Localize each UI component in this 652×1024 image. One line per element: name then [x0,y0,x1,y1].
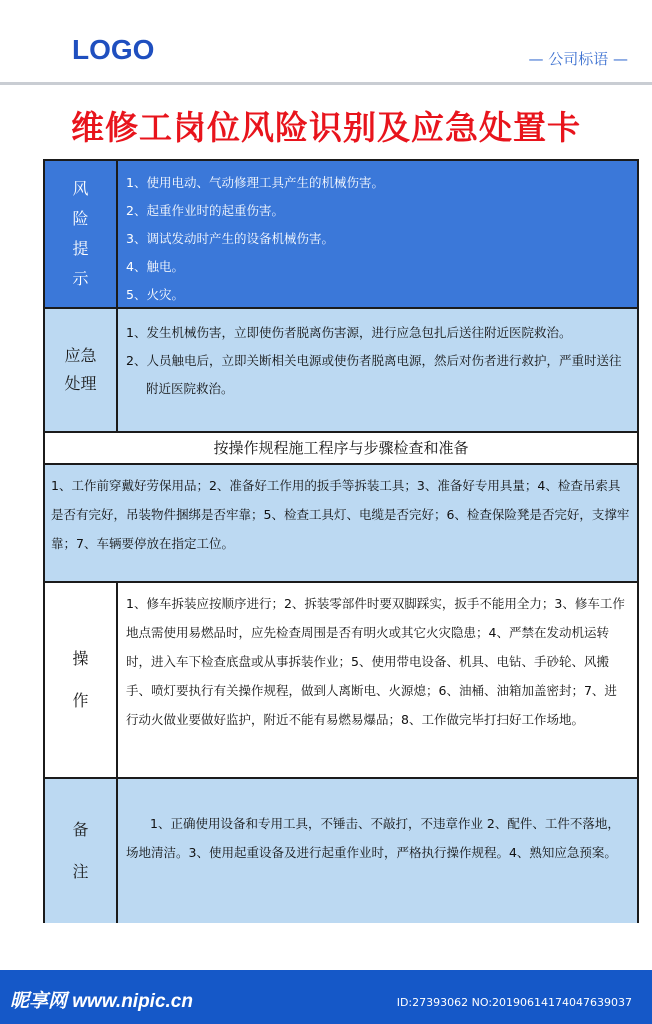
risk-warning-row [45,161,637,309]
preparation-row [45,465,637,583]
notes-label-char: 备 [72,820,89,839]
emergency-label-line: 应急 [64,346,97,365]
header [0,0,652,84]
list-item: 2、人员触电后，立即关断相关电源或使伤者脱离电源，然后对伤者进行救护，严重时送往附近医院救治。 [126,353,622,396]
list-item: 1、使用电动、气动修理工具产生的机械伤害。 [126,175,384,190]
procedure-heading: 按操作规程施工程序与步骤检查和准备 [45,433,637,465]
preparation-text: 1、工作前穿戴好劳保用品；2、准备好工作用的扳手等拆装工具；3、准备好专用具量；4、检查吊索具是否有完好，吊装物件捆绑是否牢靠；5、检查工具灯、电缆是否完好；6、检查保险凳是否完好，支撑牢靠；7、车辆要停放在指定工位。 [51,478,630,551]
risk-label-char: 险 [72,209,89,228]
emergency-row [45,309,637,433]
logo: LOGO [72,34,155,65]
notes-row [45,779,637,923]
emergency-label-line: 处理 [64,374,97,393]
list-item: 4、触电。 [126,259,184,274]
page-title: 维修工岗位风险识别及应急处置卡 [71,108,581,147]
watermark-id: ID:27393062 NO:20190614174047639037 [396,996,632,1009]
watermark-site: 昵享网 www.nipic.cn [10,991,193,1012]
list-item: 2、起重作业时的起重伤害。 [126,203,284,218]
risk-label-char: 提 [72,239,89,258]
risk-warning-label [45,161,118,307]
risk-card-table [43,159,639,923]
operation-row [45,583,637,779]
header-divider [0,82,652,85]
operation-label-char: 作 [72,691,89,710]
company-slogan: — 公司标语 — [528,50,628,68]
risk-label-char: 示 [72,269,89,288]
operation-label [45,583,118,777]
operation-label-char: 操 [72,649,89,668]
notes-text: 1、正确使用设备和专用工具，不锤击、不敲打，不违章作业 2、配件、工件不落地，场地清洁。3、使用起重设备及进行起重作业时，严格执行操作规程。4、熟知应急预案。 [126,816,620,860]
emergency-list [118,309,637,431]
emergency-label [45,309,118,431]
risk-warning-list [118,161,637,307]
risk-label-char: 风 [72,179,89,198]
list-item: 3、调试发动时产生的设备机械伤害。 [126,231,334,246]
notes-label-char: 注 [72,862,89,881]
notes-label [45,779,118,923]
operation-text: 1、修车拆装应按顺序进行；2、拆装零部件时要双脚踩实，扳手不能用全力；3、修车工作地点需使用易燃品时，应先检查周围是否有明火或其它火灾隐患；4、严禁在发动机运转时，进入车下检查底盘或从事拆装作业；5、使用带电设备、机具、电钻、手砂轮、风搬手、喷灯要执行有关操作规程，做到人离断电、火源熄；6、油桶、油箱加盖密封；7、进行动火做业要做好监护，附近不能有易燃易爆品；8、工作做完毕打扫好工作场地。 [126,596,625,727]
list-item: 1、发生机械伤害，立即使伤者脱离伤害源，进行应急包扎后送往附近医院救治。 [126,325,572,340]
watermark-bar [0,970,652,1024]
list-item: 5、火灾。 [126,287,184,302]
